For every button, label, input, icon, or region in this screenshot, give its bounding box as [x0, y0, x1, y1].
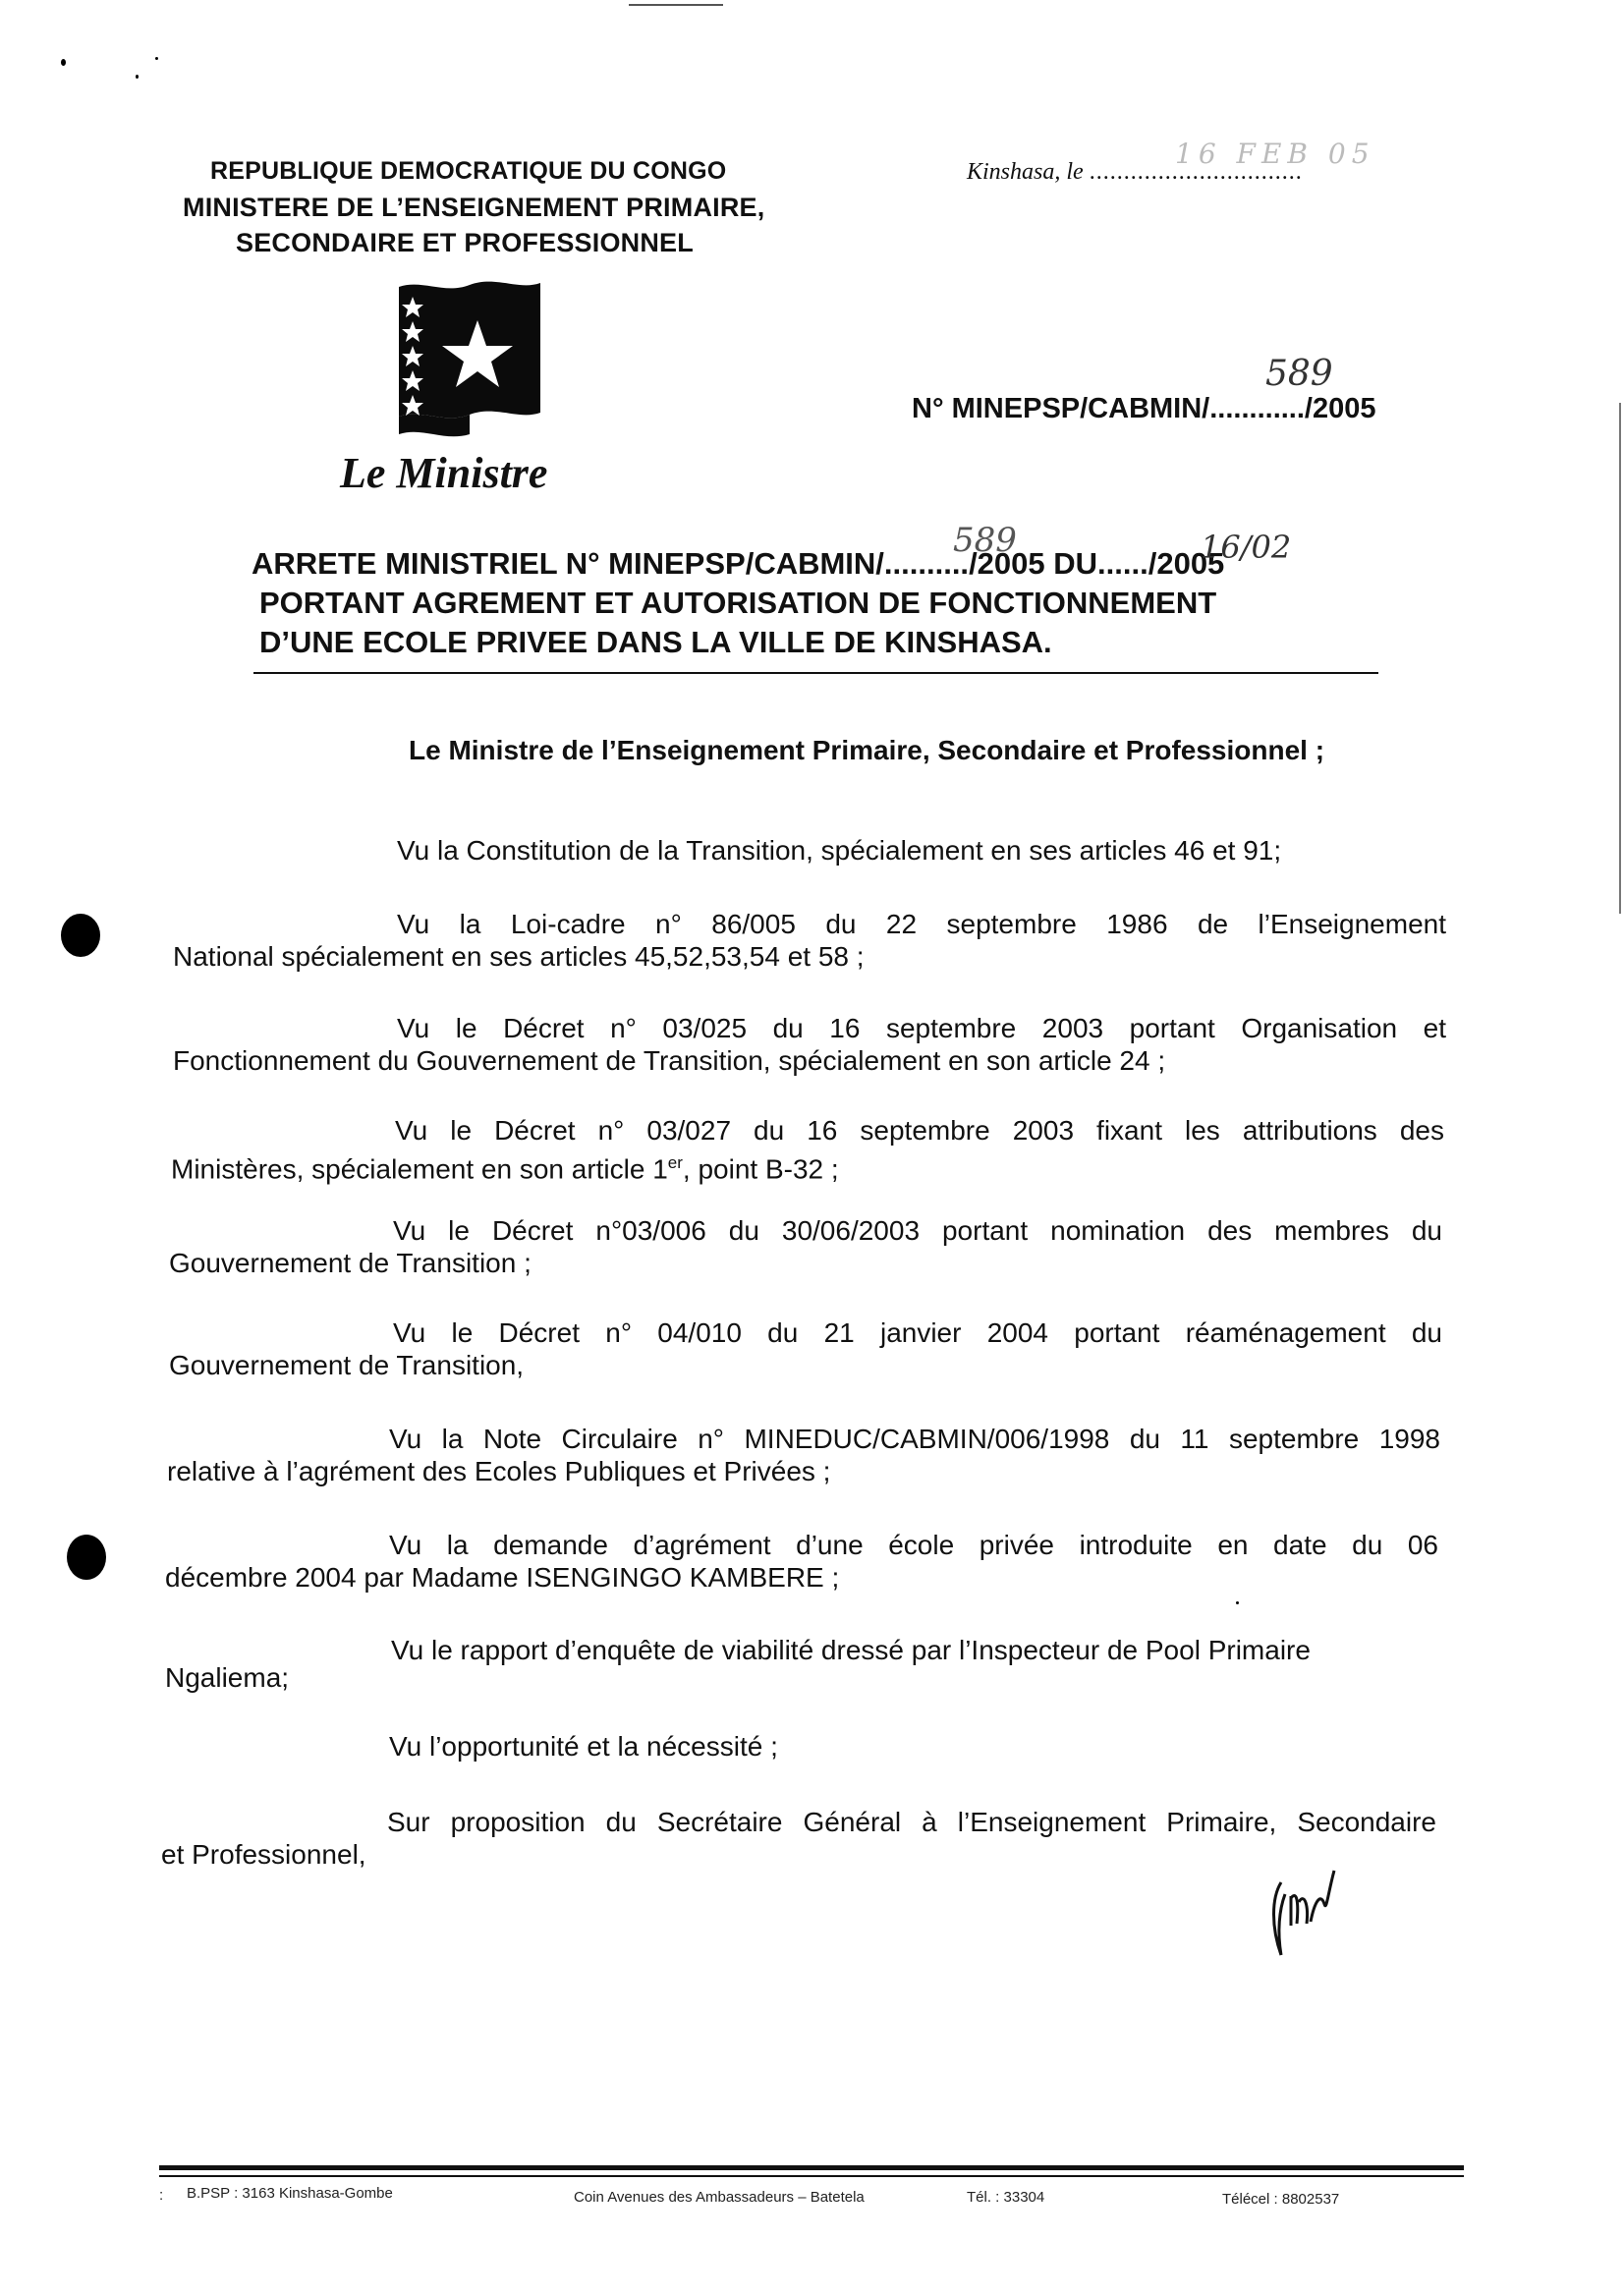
recital-6-line-2: Gouvernement de Transition,: [169, 1350, 525, 1380]
initials-signature-icon: [1267, 1863, 1356, 1971]
reference-dots: ............: [1209, 393, 1305, 424]
reference-prefix: N° MINEPSP/CABMIN/: [912, 393, 1210, 424]
scan-speck: [136, 75, 139, 79]
recital-1: Vu la Constitution de la Transition, spécialement en ses articles 46 et 91;: [397, 835, 1282, 866]
date-dots: ...............................: [1089, 159, 1303, 185]
scan-speck: [1236, 1601, 1239, 1604]
emblem-flag: [393, 277, 550, 439]
footer-telecel: Télécel : 8802537: [1222, 2191, 1340, 2208]
superscript-er: er: [667, 1153, 683, 1172]
recital-8-line-1: Vu la demande d’agrément d’une école privée introduite en date du 06: [389, 1530, 1438, 1560]
recital-4: [171, 1114, 1444, 1185]
handwritten-decree-number: 589: [953, 521, 1017, 560]
recital-6-line-1: Vu le Décret n° 04/010 du 21 janvier 2004 portant réaménagement du: [393, 1317, 1442, 1348]
reference-suffix: /2005: [1304, 393, 1376, 424]
flag-star-icon: [393, 277, 550, 439]
recital-7-line-2: relative à l’agrément des Ecoles Publiques et Privées ;: [167, 1456, 831, 1486]
punch-hole: [67, 1535, 106, 1580]
recital-8-line-2: décembre 2004 par Madame ISENGINGO KAMBERE ;: [165, 1562, 840, 1593]
decree-title: [252, 546, 1224, 582]
emblem-caption: Le Ministre: [340, 449, 548, 497]
recital-5-line-2: Gouvernement de Transition ;: [169, 1248, 532, 1278]
handwritten-decree-date: 16/02: [1201, 529, 1292, 566]
recital-4-line-2: [171, 1147, 1444, 1185]
recital-6: [169, 1316, 1442, 1381]
title-dots-1: ..........: [883, 546, 970, 581]
recital-7: [167, 1423, 1440, 1487]
reference-number: [912, 393, 1376, 425]
title-mid: /2005 DU: [969, 546, 1098, 581]
recital-8: [165, 1529, 1438, 1594]
top-edge-mark: [629, 4, 723, 6]
scan-speck: [61, 59, 66, 66]
recital-11-line-2: et Professionnel,: [161, 1839, 366, 1870]
footer-rule-thick: [159, 2165, 1464, 2170]
recital-11: [161, 1806, 1436, 1871]
scan-speck: [155, 57, 158, 60]
recital-4-line-1: Vu le Décret n° 03/027 du 16 septembre 2003 fixant les attributions des: [395, 1115, 1444, 1146]
footer-colon-mark: :: [159, 2187, 164, 2204]
title-line-2: PORTANT AGREMENT ET AUTORISATION DE FONCTIONNEMENT: [259, 586, 1217, 620]
title-line-3: D’UNE ECOLE PRIVEE DANS LA VILLE DE KINSHASA.: [259, 625, 1052, 659]
recital-2-line-2: National spécialement en ses articles 45,52,53,54 et 58 ;: [173, 941, 865, 972]
footer-tel: Tél. : 33304: [967, 2189, 1045, 2206]
footer-address: Coin Avenues des Ambassadeurs – Batetela: [574, 2189, 865, 2206]
recital-3: [173, 1012, 1446, 1077]
recital-10: Vu l’opportunité et la nécessité ;: [389, 1731, 778, 1762]
recital-11-line-1: Sur proposition du Secrétaire Général à l’Enseignement Primaire, Secondaire: [387, 1807, 1436, 1837]
intro-line: Le Ministre de l’Enseignement Primaire, Secondaire et Professionnel ;: [409, 735, 1325, 765]
recital-3-line-2: Fonctionnement du Gouvernement de Transition, spécialement en son article 24 ;: [173, 1045, 1166, 1076]
handwritten-date: 16 FEB 05: [1175, 138, 1375, 170]
punch-hole: [61, 914, 100, 957]
right-edge-mark: [1619, 403, 1621, 914]
handwritten-initials: [1267, 1863, 1356, 1971]
title-underline: [253, 672, 1378, 674]
recital-5-line-1: Vu le Décret n°03/006 du 30/06/2003 portant nomination des membres du: [393, 1215, 1442, 1246]
recital-9-line-1: Vu le rapport d’enquête de viabilité dressé par l’Inspecteur de Pool Primaire: [391, 1635, 1311, 1665]
recital-4-line-2-text: Ministères, spécialement en son article 1: [171, 1153, 668, 1185]
recital-2-line-1: Vu la Loi-cadre n° 86/005 du 22 septembre 1986 de l’Enseignement: [397, 909, 1446, 939]
footer-rule-thin: [159, 2175, 1464, 2177]
recital-3-line-1: Vu le Décret n° 03/025 du 16 septembre 2003 portant Organisation et: [397, 1013, 1446, 1043]
recital-2: [173, 908, 1446, 973]
title-suffix: /2005: [1148, 546, 1225, 581]
recital-9-line-2: Ngaliema;: [165, 1662, 290, 1693]
handwritten-ref-number: 589: [1265, 354, 1333, 394]
header-ministry-2: SECONDAIRE ET PROFESSIONNEL: [236, 228, 694, 257]
recital-4-line-2-end: , point B-32 ;: [682, 1153, 839, 1185]
title-dots-2: ......: [1097, 546, 1148, 581]
header-ministry: MINISTERE DE L’ENSEIGNEMENT PRIMAIRE,: [183, 193, 765, 222]
title-prefix: ARRETE MINISTRIEL N° MINEPSP/CABMIN/: [252, 546, 884, 581]
header-country: REPUBLIQUE DEMOCRATIQUE DU CONGO: [210, 157, 727, 185]
footer-bp: B.PSP : 3163 Kinshasa-Gombe: [187, 2185, 393, 2202]
place-label: Kinshasa, le: [967, 159, 1084, 185]
recital-5: [169, 1214, 1442, 1279]
recital-7-line-1: Vu la Note Circulaire n° MINEDUC/CABMIN/006/1998 du 11 septembre 1998: [389, 1424, 1440, 1454]
